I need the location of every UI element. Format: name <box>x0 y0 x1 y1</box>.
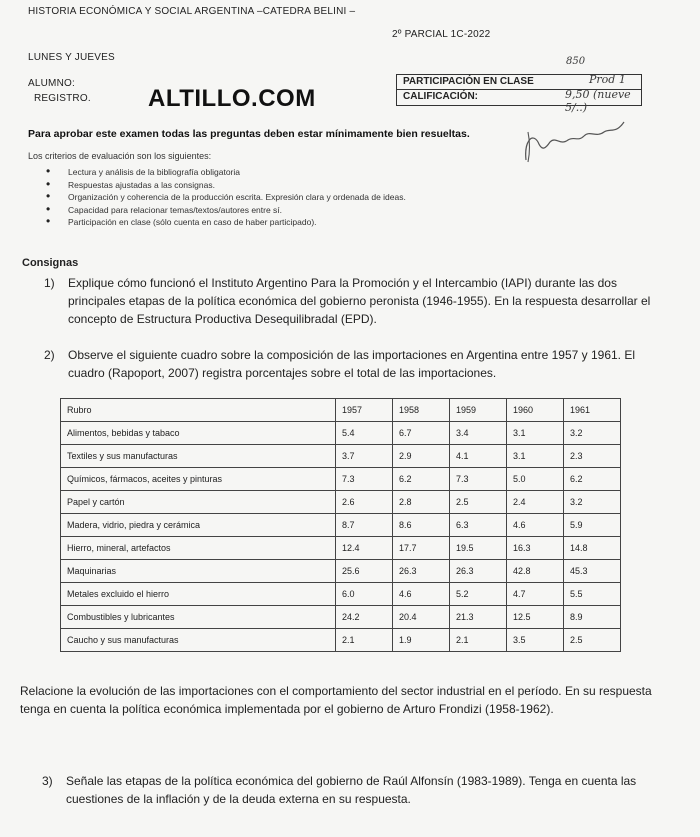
rubro-cell: Maquinarias <box>61 560 336 583</box>
rubro-cell: Metales excluido el hierro <box>61 583 336 606</box>
value-cell: 4.1 <box>450 445 507 468</box>
handwritten-note: 850 <box>566 56 586 67</box>
value-cell: 7.3 <box>336 468 393 491</box>
table-row <box>61 629 621 652</box>
calificacion-label: CALIFICACIÓN: <box>403 91 478 102</box>
year-header: 1959 <box>450 399 507 422</box>
criteria-list <box>22 166 528 229</box>
value-cell: 20.4 <box>393 606 450 629</box>
table-row <box>61 560 621 583</box>
value-cell: 6.3 <box>450 514 507 537</box>
value-cell: 5.0 <box>507 468 564 491</box>
value-cell: 2.1 <box>450 629 507 652</box>
value-cell: 2.3 <box>564 445 621 468</box>
question-number: 1) <box>44 276 55 290</box>
value-cell: 2.5 <box>564 629 621 652</box>
value-cell: 42.8 <box>507 560 564 583</box>
question-number: 2) <box>44 348 55 362</box>
days-label: LUNES Y JUEVES <box>28 52 115 63</box>
value-cell: 12.4 <box>336 537 393 560</box>
value-cell: 3.7 <box>336 445 393 468</box>
value-cell: 26.3 <box>393 560 450 583</box>
question-text: Observe el siguiente cuadro sobre la composición de las importaciones en Argentina entre 1957 y 1961. El cuadro (Rapoport, 2007) registra porcentajes sobre el total de las importaciones. <box>68 348 636 380</box>
question-2 <box>44 346 654 382</box>
value-cell: 2.6 <box>336 491 393 514</box>
signature-scribble <box>518 112 638 172</box>
value-cell: 3.4 <box>450 422 507 445</box>
list-item: • Organización y coherencia de la producción escrita. Expresión clara y ordenada de ideas. <box>68 191 528 204</box>
list-item: • Respuestas ajustadas a las consignas. <box>68 179 528 192</box>
calificacion-value: 9,50 (nueve 5/..) <box>565 88 631 114</box>
value-cell: 2.1 <box>336 629 393 652</box>
criteria-title: Los criterios de evaluación son los siguientes: <box>28 151 212 161</box>
table-row <box>61 583 621 606</box>
value-cell: 3.2 <box>564 491 621 514</box>
value-cell: 3.5 <box>507 629 564 652</box>
table-row <box>61 606 621 629</box>
participacion-label: PARTICIPACIÓN EN CLASE <box>403 76 534 87</box>
value-cell: 8.7 <box>336 514 393 537</box>
rubro-cell: Papel y cartón <box>61 491 336 514</box>
table-row <box>61 422 621 445</box>
approve-note: Para aprobar este examen todas las preguntas deben estar mínimamente bien resueltas. <box>28 128 470 140</box>
question-1 <box>44 274 654 328</box>
value-cell: 2.4 <box>507 491 564 514</box>
question-3 <box>42 772 662 808</box>
year-header: 1961 <box>564 399 621 422</box>
value-cell: 2.9 <box>393 445 450 468</box>
value-cell: 17.7 <box>393 537 450 560</box>
table-row <box>61 537 621 560</box>
value-cell: 26.3 <box>450 560 507 583</box>
value-cell: 2.5 <box>450 491 507 514</box>
exam-title: 2º PARCIAL 1C-2022 <box>392 29 491 40</box>
value-cell: 19.5 <box>450 537 507 560</box>
value-cell: 8.6 <box>393 514 450 537</box>
value-cell: 3.1 <box>507 445 564 468</box>
value-cell: 4.6 <box>393 583 450 606</box>
table-row <box>61 445 621 468</box>
rubro-cell: Alimentos, bebidas y tabaco <box>61 422 336 445</box>
value-cell: 5.4 <box>336 422 393 445</box>
value-cell: 6.2 <box>393 468 450 491</box>
alumno-label: ALUMNO: <box>28 78 75 89</box>
imports-table <box>60 398 621 652</box>
list-item: • Capacidad para relacionar temas/textos/autores entre sí. <box>68 204 528 217</box>
value-cell: 4.6 <box>507 514 564 537</box>
value-cell: 14.8 <box>564 537 621 560</box>
course-title: HISTORIA ECONÓMICA Y SOCIAL ARGENTINA –CATEDRA BELINI – <box>28 6 356 17</box>
registro-label: REGISTRO. <box>34 93 91 104</box>
value-cell: 5.5 <box>564 583 621 606</box>
column-header: Rubro <box>61 399 336 422</box>
rubro-cell: Madera, vidrio, piedra y cerámica <box>61 514 336 537</box>
grade-box <box>396 73 642 114</box>
value-cell: 7.3 <box>450 468 507 491</box>
value-cell: 1.9 <box>393 629 450 652</box>
table-row <box>61 491 621 514</box>
calificacion-row <box>397 88 641 114</box>
value-cell: 3.1 <box>507 422 564 445</box>
value-cell: 8.9 <box>564 606 621 629</box>
rubro-cell: Hierro, mineral, artefactos <box>61 537 336 560</box>
question-number: 3) <box>42 774 53 788</box>
participacion-value: Prod 1 <box>589 73 626 86</box>
value-cell: 21.3 <box>450 606 507 629</box>
list-item: • Participación en clase (sólo cuenta en caso de haber participado). <box>68 216 528 229</box>
value-cell: 6.0 <box>336 583 393 606</box>
rubro-cell: Combustibles y lubricantes <box>61 606 336 629</box>
year-header: 1957 <box>336 399 393 422</box>
table-header-row <box>61 399 621 422</box>
value-cell: 5.9 <box>564 514 621 537</box>
year-header: 1958 <box>393 399 450 422</box>
table-row <box>61 514 621 537</box>
list-item: • Lectura y análisis de la bibliografía obligatoria <box>68 166 528 179</box>
value-cell: 4.7 <box>507 583 564 606</box>
value-cell: 6.2 <box>564 468 621 491</box>
value-cell: 5.2 <box>450 583 507 606</box>
value-cell: 2.8 <box>393 491 450 514</box>
table-row <box>61 468 621 491</box>
value-cell: 24.2 <box>336 606 393 629</box>
altillo-logo: ALTILLO.COM <box>148 85 316 112</box>
year-header: 1960 <box>507 399 564 422</box>
value-cell: 25.6 <box>336 560 393 583</box>
question-text: Señale las etapas de la política económica del gobierno de Raúl Alfonsín (1983-1989). Tenga en cuenta las cuestiones de la inflación y de la deuda externa en su respuesta. <box>66 774 637 806</box>
question-text: Explique cómo funcionó el Instituto Argentino Para la Promoción y el Intercambio (IAPI) durante las dos principales etapas de la política económica del gobierno peronista (1946-1955). En la respuesta desarrollar el concepto de Estructura Productiva Desequilibradal (EPD). <box>68 276 651 326</box>
value-cell: 6.7 <box>393 422 450 445</box>
value-cell: 16.3 <box>507 537 564 560</box>
question-2-followup: Relacione la evolución de las importaciones con el comportamiento del sector industrial en el período. En su respuesta tenga en cuenta la política económica implementada por el gobierno de Arturo Frondizi (1958-1962). <box>20 684 652 716</box>
rubro-cell: Químicos, fármacos, aceites y pinturas <box>61 468 336 491</box>
value-cell: 3.2 <box>564 422 621 445</box>
rubro-cell: Textiles y sus manufacturas <box>61 445 336 468</box>
consignas-title: Consignas <box>22 257 79 269</box>
value-cell: 12.5 <box>507 606 564 629</box>
value-cell: 45.3 <box>564 560 621 583</box>
rubro-cell: Caucho y sus manufacturas <box>61 629 336 652</box>
